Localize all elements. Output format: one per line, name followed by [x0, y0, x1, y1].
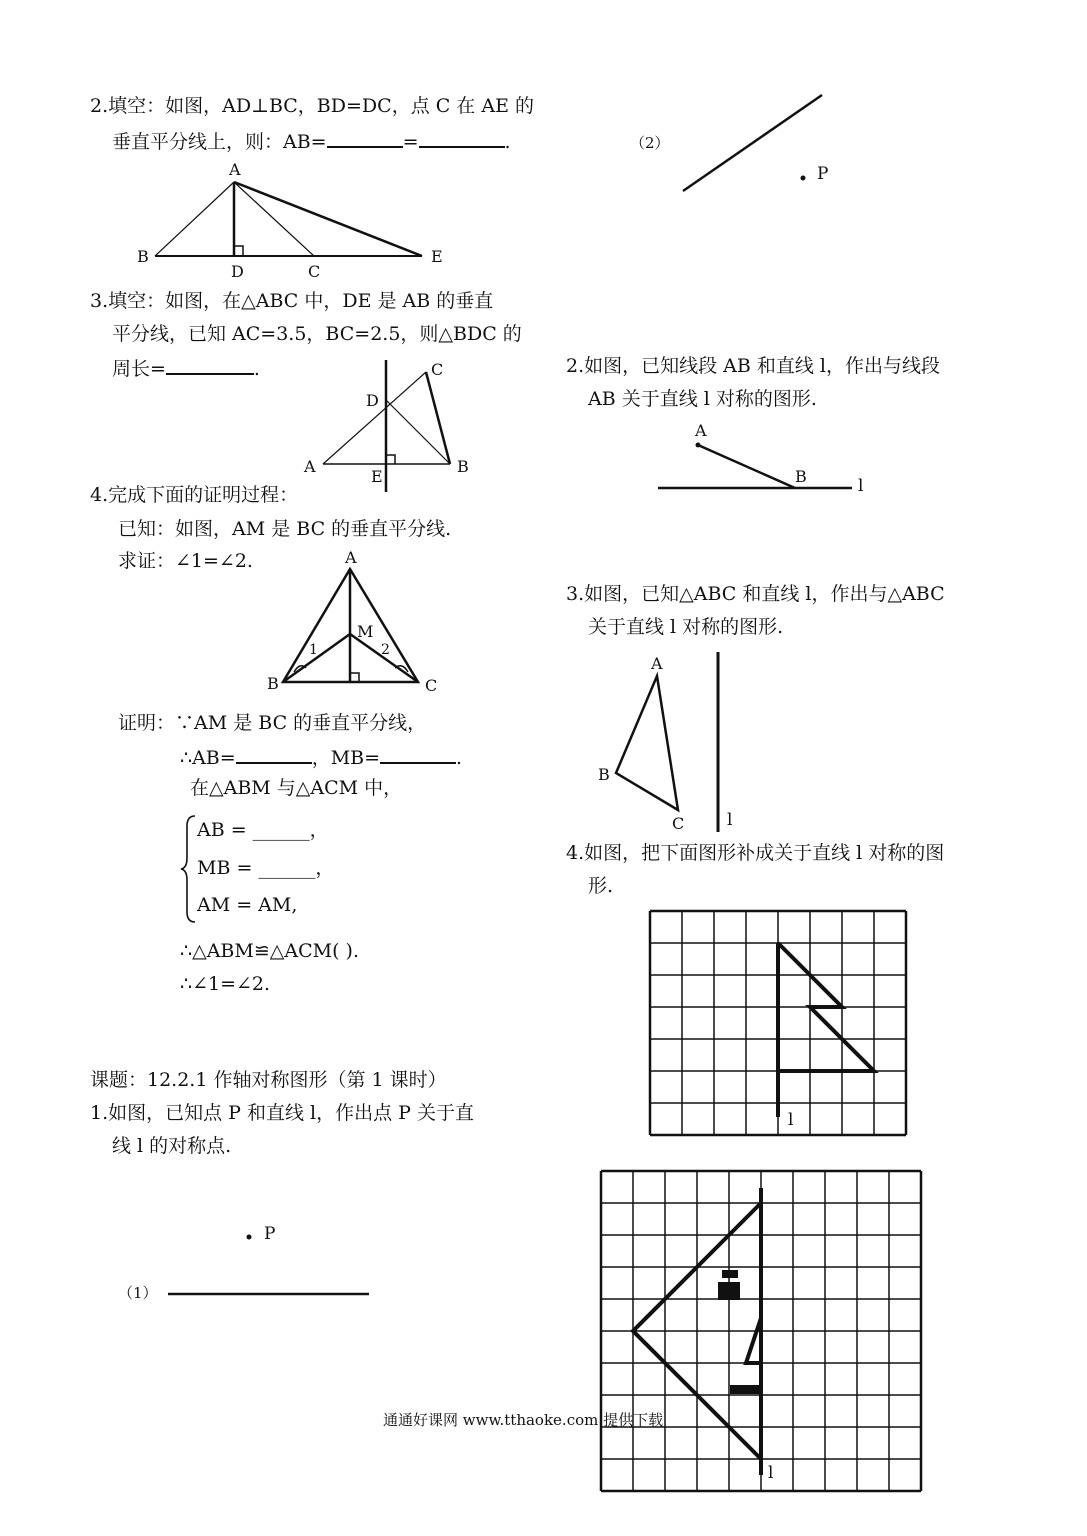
q3-line2: 平分线，已知 AC=3.5，BC=2.5，则△BDC 的 [112, 323, 522, 345]
q4-concl1: ∴△ABM≌△ACM( ). [180, 940, 359, 962]
q2-period: . [504, 131, 511, 153]
q4-label-2: 2 [381, 642, 390, 658]
q3-line1: 3.填空：如图，在△ABC 中，DE 是 AB 的垂直 [90, 290, 494, 312]
q2-label-c: C [308, 262, 321, 281]
q4-proof3: 在△ABM 与△ACM 中， [190, 777, 403, 799]
r4-line1: 4.如图，把下面图形补成关于直线 l 对称的图 [566, 842, 945, 864]
q4-label-m: M [357, 622, 374, 641]
q4-label-c: C [425, 676, 438, 695]
r3-line2: 关于直线 l 对称的图形. [588, 616, 784, 638]
q3-period: . [253, 358, 260, 380]
q3-label-d: D [366, 391, 379, 410]
lesson-q1-line1: 1.如图，已知点 P 和直线 l，作出点 P 关于直 [90, 1102, 474, 1124]
r2-line1: 2.如图，已知线段 AB 和直线 l，作出与线段 [566, 355, 941, 377]
r2-label-b: B [795, 467, 807, 486]
q3-label-b: B [457, 457, 469, 476]
q4-proof2-period: . [456, 747, 463, 769]
q2-line1: 2.填空：如图，AD⊥BC，BD=DC，点 C 在 AE 的 [90, 95, 534, 117]
q3-line3-text: 周长= [112, 358, 166, 380]
q4-sys3: AM = AM, [197, 894, 298, 916]
q4-given: 已知：如图，AM 是 BC 的垂直平分线. [118, 518, 452, 540]
r2-label-l: l [858, 476, 864, 496]
r3-line1: 3.如图，已知△ABC 和直线 l，作出与△ABC [566, 583, 945, 605]
q2-label-b: B [137, 247, 149, 266]
q4-label-b: B [267, 674, 279, 693]
r3-label-l: l [727, 810, 733, 830]
q4-line1: 4.完成下面的证明过程： [90, 484, 299, 506]
q4-proof2-mb: ，MB= [311, 747, 381, 769]
lesson-q1-line2: 线 l 的对称点. [112, 1135, 232, 1157]
lesson-fig2-point-p: P [817, 164, 829, 184]
q4-label-a: A [345, 548, 357, 567]
r3-label-c: C [672, 814, 685, 833]
lesson-fig2-label: （2） [630, 134, 670, 152]
r4-line2: 形. [588, 875, 614, 897]
q4-proof1: 证明：∵AM 是 BC 的垂直平分线， [118, 712, 427, 734]
lesson-fig1-point-p: P [264, 1224, 276, 1244]
q4-sys2: MB = ______， [197, 857, 335, 879]
q4-sys1: AB = ______， [197, 819, 329, 841]
lesson-title: 课题：12.2.1 作轴对称图形（第 1 课时） [90, 1069, 447, 1091]
q4-proof2-ab: ∴AB= [180, 747, 236, 769]
q2-label-e: E [431, 247, 443, 266]
lesson-fig1-label: （1） [118, 1284, 158, 1302]
q2-line2-text: 垂直平分线上，则：AB= [112, 131, 327, 153]
q3-label-a: A [304, 457, 316, 476]
footer-credit: 通通好课网 www.tthaoke.com 提供下载 [383, 1411, 664, 1429]
r3-label-b: B [598, 765, 610, 784]
q2-label-a: A [229, 160, 241, 179]
q3-label-e: E [371, 467, 383, 486]
r4-grid2-label-l: l [768, 1463, 774, 1483]
r2-label-a: A [695, 421, 707, 440]
r2-line2: AB 关于直线 l 对称的图形. [588, 388, 817, 410]
q4-label-1: 1 [309, 642, 318, 658]
q4-concl2: ∴∠1=∠2. [180, 973, 271, 995]
q4-prove: 求证：∠1=∠2. [118, 550, 253, 572]
r4-grid1-label-l: l [788, 1110, 794, 1130]
q3-label-c: C [431, 360, 444, 379]
q2-equals: = [402, 131, 419, 153]
q2-label-d: D [231, 262, 244, 281]
r3-label-a: A [651, 654, 663, 673]
